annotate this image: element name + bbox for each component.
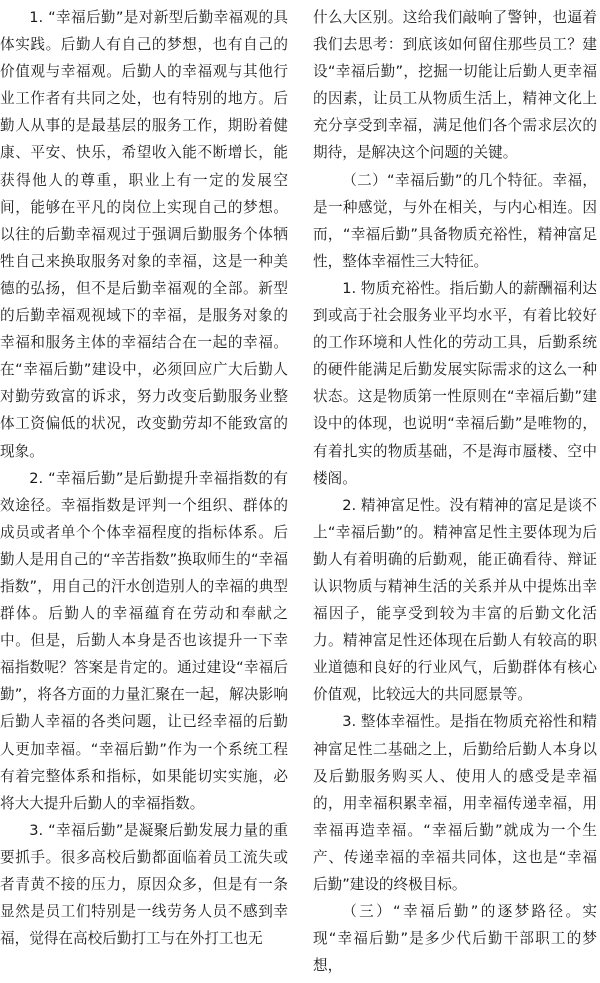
paragraph-happiness-view: 1. “幸福后勤”是对新型后勤幸福观的具体实践。后勤人有自己的梦想，也有自己的价值观与幸福观。后勤人的幸福观与其他行业工作者有共同之处，也有特别的地方。后勤人从事的是最基层的服务工作，期盼着健康、平安、快乐，希望收入能不断增长，能获得他人的尊重，职业上有一定的发展空间，能够在平凡的岗位上实现自己的梦想。以往的后勤幸福观过于强调后勤服务个体牺牲自己来换取服务对象的幸福，这是一种美德的弘扬，但不是后勤幸福观的全部。新型的后勤幸福观视域下的幸福，是服务对象的幸福和服务主体的幸福结合在一起的幸福。在“幸福后勤”建设中，必须回应广大后勤人对勤劳致富的诉求，努力改变后勤服务业整体工资偏低的状况，改变勤劳却不能致富的现象。 [0,9,288,460]
paragraph-continued: 什么大区别。这给我们敲响了警钟，也逼着我们去思考：到底该如何留住那些员工？建设“幸福后勤”，挖掘一切能让后勤人更幸福的因素，让员工从物质生活上，精神文化上充分享受到幸福，满足他们各个需求层次的期待，是解决这个问题的关键。 [313,9,597,162]
paragraph-cohesion: 3. “幸福后勤”是凝聚后勤发展力量的重要抓手。很多高校后勤都面临着员工流失或者青黄不接的压力，原因众多，但是有一条显然是员工们特别是一线劳务人员不感到幸福，觉得在高校后勤打工与在外打工也无 [0,821,288,948]
paragraph-overall-happiness: 3. 整体幸福性。是指在物质充裕性和精神富足性二基础之上，后勤给后勤人本身以及后勤服务购买人、使用人的感受是幸福的，用幸福积累幸福，用幸福传递幸福，用幸福再造幸福。“幸福后勤”就成为一个生产、传递幸福的幸福共同体，这也是“幸福后勤”建设的终极目标。 [313,713,597,893]
paragraph-features-heading: （二）“幸福后勤”的几个特征。幸福，是一种感觉，与外在相关，与内心相连。因而，“幸福后勤”具备物质充裕性，精神富足性，整体幸福性三大特征。 [313,171,597,270]
left-column [0,4,288,952]
right-column [313,4,597,979]
paragraph-material-abundance: 1. 物质充裕性。指后勤人的薪酬福利达到或高于社会服务业平均水平，有着比较好的工作环境和人性化的劳动工具，后勤系统的硬件能满足后勤发展实际需求的这么一种状态。这是物质第一性原则在“幸福后勤”建设中的体现，也说明“幸福后勤”是唯物的，有着扎实的物质基础，不是海市蜃楼、空中楼阁。 [313,279,597,487]
paragraph-happiness-index: 2. “幸福后勤”是后勤提升幸福指数的有效途径。幸福指数是评判一个组织、群体的成员或者单个个体幸福程度的指标体系。后勤人是用自己的“辛苦指数”换取师生的“幸福指数”，用自己的汗水创造别人的幸福的典型群体。后勤人的幸福蕴育在劳动和奉献之中。但是，后勤人本身是否也该提升一下幸福指数呢？答案是肯定的。通过建设“幸福后勤”，将各方面的力量汇聚在一起，解决影响后勤人幸福的各类问题，让已经幸福的后勤人更加幸福。“幸福后勤”作为一个系统工程有着完整体系和指标，如果能切实实施，必将大大提升后勤人的幸福指数。 [0,469,288,812]
paragraph-spiritual-richness: 2. 精神富足性。没有精神的富足是谈不上“幸福后勤”的。精神富足性主要体现为后勤人有着明确的后勤观，能正确看待、辩证认识物质与精神生活的关系并从中提炼出幸福因子，能享受到较为丰富的后勤文化活力。精神富足性还体现在后勤人有较高的职业道德和良好的行业风气，后勤群体有核心价值观，比较远大的共同愿景等。 [313,496,597,704]
paragraph-dream-path: （三）“幸福后勤”的逐梦路径。实现“幸福后勤”是多少代后勤干部职工的梦想， [313,903,597,975]
